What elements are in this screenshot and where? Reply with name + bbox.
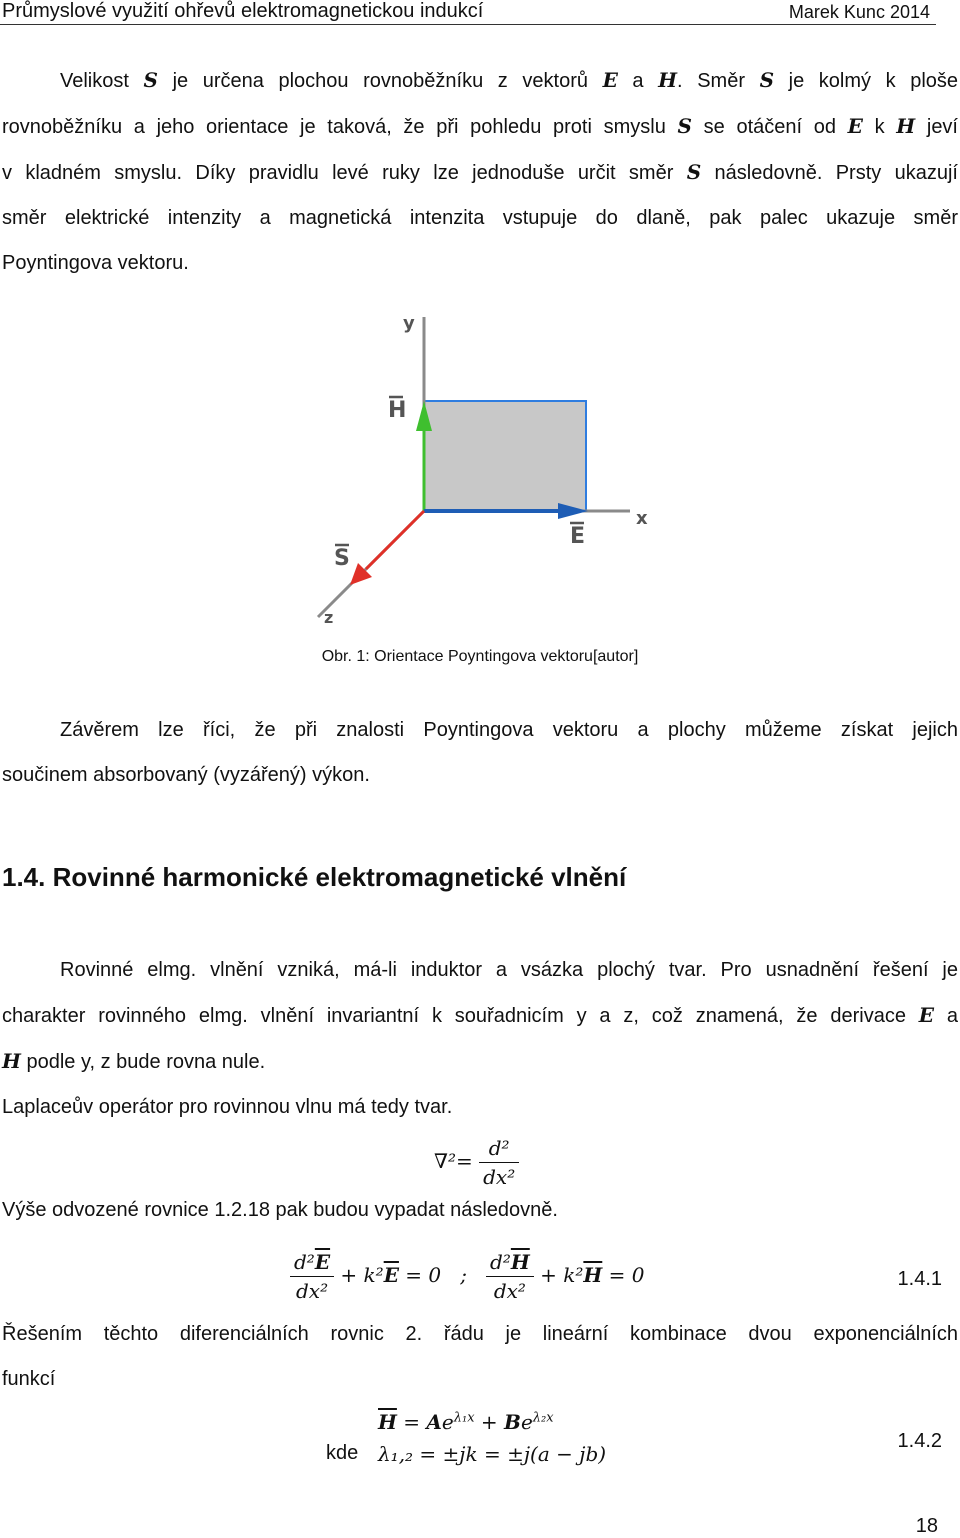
equation-1-4-1: $\frac{d^2\overline{E}}{\text{dx²}}$ + $k^2\overline{E} = 0$ ; $\frac{d^2\overline{H}}{\text{dx²}}$ + $k^2\overline{H} = 0$: [290, 1250, 644, 1303]
header-author: Marek Kunc 2014: [788, 2, 930, 22]
equation-laplace: [434, 1136, 519, 1189]
fraction: $\frac{d^2\overline{H}}{\text{dx²}}$: [486, 1250, 534, 1303]
equation-number: 1.4.2: [897, 1430, 942, 1452]
text-line: směr elektrické intenzity a magnetická intenzita vstupuje do dlaně, pak palec ukazuje směr: [2, 207, 958, 229]
label-h: H: [388, 398, 407, 423]
header-title: Průmyslové využití ohřevů elektromagnetickou indukcí: [2, 0, 484, 22]
label-s: S: [334, 546, 350, 571]
paragraph-plane-wave: [2, 948, 958, 1130]
equation-1-4-2-line1: $\overline{H} = Ae^{\lambda_1x} + Be^{\lambda_2x}$: [378, 1410, 554, 1434]
text-line: Laplaceův operátor pro rovinnou vlnu má tedy tvar.: [2, 1096, 453, 1118]
section-heading: 1.4. Rovinné harmonické elektromagnetické vlnění: [2, 862, 627, 892]
paragraph-derived: [2, 1188, 958, 1233]
text-line: součinem absorbovaný (vyzářený) výkon.: [2, 764, 370, 786]
label-y: y: [403, 313, 415, 334]
poynting-figure: [300, 305, 660, 635]
text-line: Řešením těchto diferenciálních rovnic 2. řádu je lineární kombinace dvou exponenciálních: [2, 1323, 958, 1345]
fraction: $\frac{d^2\overline{E}}{\text{dx²}}$: [290, 1250, 334, 1303]
text-line: H podle y, z bude rovna nule.: [2, 1049, 266, 1073]
text-line: Velikost S je určena plochou rovnoběžníku z vektorů E a H. Směr S je kolmý k ploše: [60, 68, 959, 92]
text-line: Závěrem lze říci, že při znalosti Poyntingova vektoru a plochy můžeme získat jejich: [60, 719, 958, 741]
header-divider: [0, 24, 936, 25]
text-line: rovnoběžníku a jeho orientace je taková, že při pohledu proti smyslu S se otáčení od E k H jeví: [2, 114, 958, 138]
label-z: z: [324, 608, 334, 627]
label-x: x: [636, 508, 648, 529]
kde-label: kde: [326, 1442, 359, 1464]
paragraph-poynting-direction: [2, 58, 958, 286]
text-line: Poyntingova vektoru.: [2, 252, 189, 274]
s-vector: [366, 511, 424, 569]
fraction: $\frac{\text{d²}}{\text{dx²}}$: [479, 1136, 519, 1189]
equation-number: 1.4.1: [897, 1268, 942, 1290]
paragraph-solution: [2, 1312, 958, 1402]
paragraph-conclusion: [2, 708, 958, 798]
equation-1-4-2-line2: λ₁,₂ = ±jk = ±j(a − jb): [378, 1442, 607, 1466]
parallelogram-area: [424, 401, 586, 511]
text-line: charakter rovinného elmg. vlnění invariantní k souřadnicím y a z, což znamená, že derivace E a: [2, 1003, 958, 1027]
text-line: v kladném smyslu. Díky pravidlu levé ruky lze jednoduše určit směr S následovně. Prsty ukazují: [2, 160, 958, 184]
laplace-lhs: ∇²=: [434, 1149, 473, 1173]
text-line: funkcí: [2, 1368, 56, 1390]
text-line: Rovinné elmg. vlnění vzniká, má-li induktor a vsázka plochý tvar. Pro usnadnění řešení je: [60, 959, 958, 981]
figure-caption: Obr. 1: Orientace Poyntingova vektoru[autor]: [321, 648, 639, 665]
page-number: 18: [915, 1515, 938, 1537]
label-e: E: [570, 524, 586, 549]
text-line: Výše odvozené rovnice 1.2.18 pak budou vypadat následovně.: [2, 1199, 558, 1221]
